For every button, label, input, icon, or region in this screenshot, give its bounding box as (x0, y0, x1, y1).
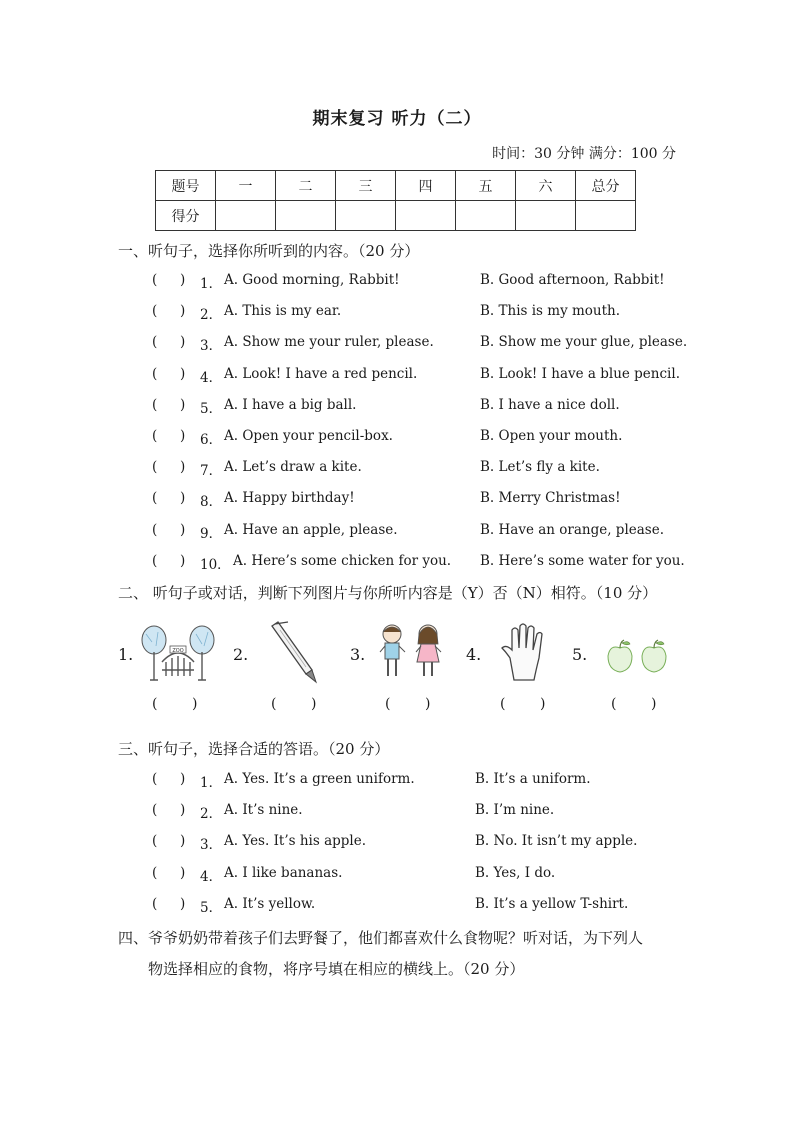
option-b[interactable]: B. I have a nice doll. (480, 396, 620, 413)
paren-open: ( (500, 696, 506, 712)
pen-icon (266, 620, 326, 686)
paren-open: ( (152, 490, 158, 507)
section4-heading-continued: 物选择相应的食物，将序号填在相应的横线上。（20 分） (148, 960, 525, 978)
question-row (0, 553, 794, 577)
paren-open: ( (152, 696, 158, 712)
option-a[interactable]: A. I have a big ball. (224, 396, 357, 413)
question-number: 10． (200, 556, 231, 573)
paren-close: ) (180, 895, 186, 912)
paren-open: ( (152, 802, 158, 819)
score-input-cell[interactable] (336, 201, 396, 231)
option-a[interactable]: A. It’s yellow. (224, 895, 316, 912)
option-b[interactable]: B. Good afternoon, Rabbit! (480, 272, 665, 288)
paren-open: ( (152, 428, 158, 444)
question-row (0, 771, 794, 795)
svg-text:ZOO: ZOO (172, 648, 184, 654)
paren-close: ) (180, 272, 186, 288)
score-input-cell[interactable] (396, 201, 456, 231)
score-cell: 五 (456, 171, 516, 201)
paren-open: ( (152, 303, 158, 320)
picture-number: 4. (466, 645, 482, 664)
question-row (0, 303, 794, 327)
option-a[interactable]: A. Happy birthday! (224, 490, 355, 507)
exam-meta: 时间：30 分钟 满分：100 分 (492, 146, 676, 162)
question-number: 8． (200, 494, 223, 511)
question-row (0, 865, 794, 889)
score-table (155, 170, 636, 231)
question-number: 7． (200, 463, 223, 480)
question-number: 2． (200, 806, 223, 823)
paren-open: ( (152, 365, 158, 382)
option-a[interactable]: A. Yes. It’s his apple. (224, 833, 367, 850)
answer-parentheses[interactable] (385, 696, 465, 712)
option-b[interactable]: B. It’s a uniform. (475, 771, 591, 787)
paren-open: ( (152, 272, 158, 288)
page-title: 期末复习 听力（二） (312, 109, 482, 129)
section3-heading: 三、听句子，选择合适的答语。（20 分） (118, 740, 390, 758)
option-a[interactable]: A. Look! I have a red pencil. (224, 365, 418, 382)
question-number: 5． (200, 400, 223, 417)
picture-number: 2. (233, 645, 249, 664)
paren-open: ( (152, 895, 158, 912)
question-row (0, 459, 794, 483)
question-row (0, 366, 794, 390)
paren-open: ( (152, 396, 158, 413)
question-row (0, 397, 794, 421)
option-b[interactable]: B. Look! I have a blue pencil. (480, 365, 680, 382)
option-b[interactable]: B. Show me your glue, please. (480, 334, 688, 351)
paren-close: ) (180, 396, 186, 413)
section4-heading: 四、爷爷奶奶带着孩子们去野餐了，他们都喜欢什么食物呢？听对话，为下列人 (118, 929, 644, 947)
paren-close: ) (180, 771, 186, 787)
paren-open: ( (271, 696, 277, 712)
score-input-cell[interactable] (216, 201, 276, 231)
question-row (0, 522, 794, 546)
paren-open: ( (152, 459, 158, 476)
score-cell: 二 (276, 171, 336, 201)
question-number: 3． (200, 338, 223, 355)
score-cell: 六 (516, 171, 576, 201)
question-number: 3． (200, 837, 223, 854)
option-a[interactable]: A. It’s nine. (224, 802, 303, 819)
question-number: 9． (200, 525, 223, 542)
picture-number: 1. (118, 645, 134, 664)
paren-close: ) (180, 490, 186, 507)
picture-number: 3. (350, 645, 366, 664)
question-number: 1． (200, 775, 223, 791)
paren-open: ( (611, 696, 617, 712)
boy-and-girl-icon (374, 622, 450, 682)
paren-open: ( (152, 771, 158, 787)
option-b[interactable]: B. It’s a yellow T-shirt. (475, 895, 629, 912)
score-cell: 四 (396, 171, 456, 201)
paren-close: ) (180, 303, 186, 320)
paren-close: ) (180, 552, 186, 569)
paren-close: ) (540, 696, 546, 712)
score-input-cell[interactable] (276, 201, 336, 231)
option-b[interactable]: B. Merry Christmas! (480, 490, 621, 507)
score-input-cell[interactable] (516, 201, 576, 231)
paren-open: ( (152, 833, 158, 850)
score-cell: 得分 (156, 201, 216, 231)
score-cell: 一 (216, 171, 276, 201)
question-number: 2． (200, 307, 223, 324)
score-input-cell[interactable] (456, 201, 516, 231)
option-a[interactable]: A. Yes. It’s a green uniform. (224, 771, 415, 787)
paren-close: ) (425, 696, 431, 712)
question-row (0, 802, 794, 826)
score-table-score-row (156, 201, 636, 231)
score-table-header-row (156, 171, 636, 201)
answer-parentheses[interactable] (271, 696, 351, 712)
paren-close: ) (192, 696, 198, 712)
option-b[interactable]: B. This is my mouth. (480, 303, 621, 320)
option-a[interactable]: A. Open your pencil-box. (224, 428, 393, 444)
option-b[interactable]: B. Open your mouth. (480, 428, 623, 444)
paren-open: ( (152, 521, 158, 538)
question-number: 4． (200, 868, 223, 885)
picture-number: 5. (572, 645, 588, 664)
paren-open: ( (385, 696, 391, 712)
score-cell: 总分 (576, 171, 636, 201)
score-cell: 三 (336, 171, 396, 201)
apples-icon (604, 638, 670, 676)
paren-open: ( (152, 552, 158, 569)
paren-close: ) (180, 365, 186, 382)
paren-close: ) (651, 696, 657, 712)
option-b[interactable]: B. I’m nine. (475, 802, 555, 819)
paren-close: ) (180, 459, 186, 476)
answer-parentheses[interactable] (152, 696, 232, 712)
option-b[interactable]: B. Have an orange, please. (480, 521, 665, 538)
paren-open: ( (152, 334, 158, 351)
question-row (0, 833, 794, 857)
option-b[interactable]: B. Yes, I do. (475, 864, 556, 881)
section1-heading: 一、听句子，选择你所听到的内容。（20 分） (118, 242, 420, 260)
option-b[interactable]: B. Let’s fly a kite. (480, 459, 600, 476)
hand-icon (500, 622, 548, 684)
paren-close: ) (311, 696, 317, 712)
paren-close: ) (180, 802, 186, 819)
paren-close: ) (180, 833, 186, 850)
option-a[interactable]: A. Have an apple, please. (224, 521, 398, 538)
question-row (0, 896, 794, 920)
answer-parentheses[interactable] (500, 696, 580, 712)
question-number: 6． (200, 432, 223, 448)
option-a[interactable]: A. Good morning, Rabbit! (224, 272, 400, 288)
answer-parentheses[interactable] (611, 696, 691, 712)
option-a[interactable]: A. This is my ear. (224, 303, 342, 320)
paren-close: ) (180, 864, 186, 881)
question-row (0, 334, 794, 358)
option-a[interactable]: A. Let’s draw a kite. (224, 459, 362, 476)
paren-close: ) (180, 428, 186, 444)
score-input-cell[interactable] (576, 201, 636, 231)
question-number: 1． (200, 276, 223, 292)
option-b[interactable]: B. No. It isn’t my apple. (475, 833, 638, 850)
question-number: 5． (200, 899, 223, 916)
option-a[interactable]: A. I like bananas. (224, 864, 343, 881)
paren-open: ( (152, 864, 158, 881)
paren-close: ) (180, 334, 186, 351)
paren-close: ) (180, 521, 186, 538)
question-row (0, 490, 794, 514)
question-row (0, 272, 794, 296)
option-a[interactable]: A. Here’s some chicken for you. (233, 552, 452, 569)
zoo-gate-icon (140, 622, 216, 684)
score-cell: 题号 (156, 171, 216, 201)
question-row (0, 428, 794, 452)
option-a[interactable]: A. Show me your ruler, please. (224, 334, 434, 351)
option-b[interactable]: B. Here’s some water for you. (480, 552, 685, 569)
section2-heading: 二、 听句子或对话，判断下列图片与你所听内容是（Y）否（N）相符。（10 分） (118, 584, 658, 602)
question-number: 4． (200, 369, 223, 386)
